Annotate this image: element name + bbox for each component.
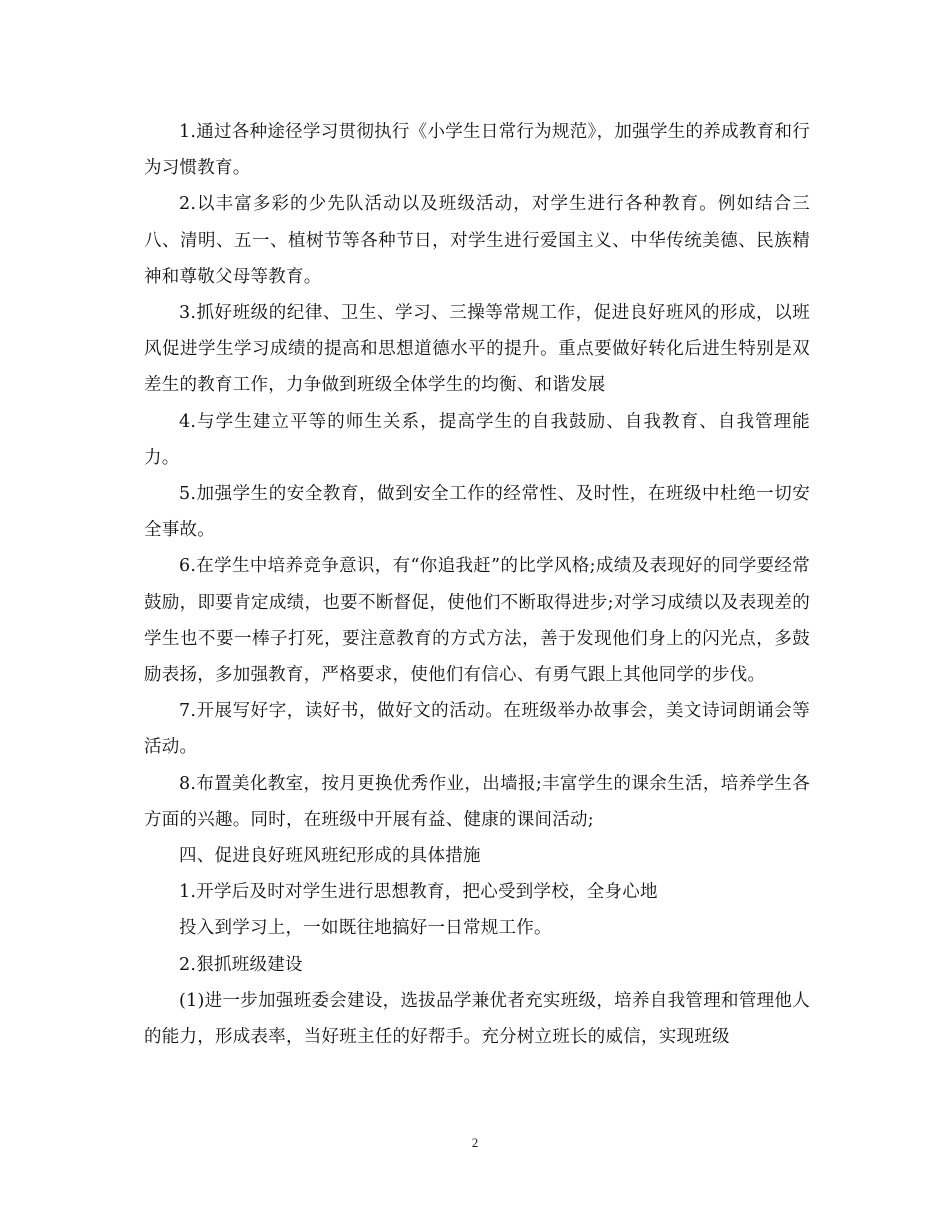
paragraph-11: 2.狠抓班级建设 [179, 954, 303, 975]
paragraph-4: 4.与学生建立平等的师生关系，提高学生的自我鼓励、自我教育、自我管理能力。 [144, 411, 810, 468]
body-text [144, 114, 810, 1055]
paragraph-2: 2.以丰富多彩的少先队活动以及班级活动，对学生进行各种教育。例如结合三八、清明、五一、植树节等各种节日，对学生进行爱国主义、中华传统美德、民族精神和尊敬父母等教育。 [144, 194, 810, 287]
paragraph-9: 1.开学后及时对学生进行思想教育，把心受到学校，全身心地 [179, 882, 658, 903]
paragraph-8: 8.布置美化教室，按月更换优秀作业，出墙报;丰富学生的课余生活，培养学生各方面的兴趣。同时，在班级中开展有益、健康的课间活动; [144, 773, 810, 830]
paragraph-12: (1)进一步加强班委会建设，选拔品学兼优者充实班级，培养自我管理和管理他人的能力，形成表率，当好班主任的好帮手。充分树立班长的威信，实现班级 [144, 990, 810, 1048]
paragraph-3: 3.抓好班级的纪律、卫生、学习、三操等常规工作，促进良好班风的形成，以班风促进学生学习成绩的提高和思想道德水平的提升。重点要做好转化后进生特别是双差生的教育工作，力争做到班级全体学生的均衡、和谐发展 [144, 303, 810, 396]
page-number: 2 [471, 1135, 479, 1150]
paragraph-1: 1.通过各种途径学习贯彻执行《小学生日常行为规范》，加强学生的养成教育和行为习惯教育。 [144, 122, 810, 179]
paragraph-6: 6.在学生中培养竞争意识，有“你追我赶”的比学风格;成绩及表现好的同学要经常鼓励，即要肯定成绩，也要不断督促，使他们不断取得进步;对学习成绩以及表现差的学生也不要一棒子打死，要注意教育的方式方法，善于发现他们身上的闪光点，多鼓励表扬，多加强教育，严格要求，使他们有信心、有勇气跟上其他同学的步伐。 [144, 556, 810, 686]
paragraph-7: 7.开展写好字，读好书，做好文的活动。在班级举办故事会，美文诗词朗诵会等活动。 [144, 701, 810, 758]
paragraph-10: 投入到学习上，一如既往地搞好一日常规工作。 [179, 918, 552, 939]
paragraph-5: 5.加强学生的安全教育，做到安全工作的经常性、及时性，在班级中杜绝一切安全事故。 [144, 484, 810, 541]
section-heading: 四、促进良好班风班纪形成的具体措施 [179, 846, 481, 867]
